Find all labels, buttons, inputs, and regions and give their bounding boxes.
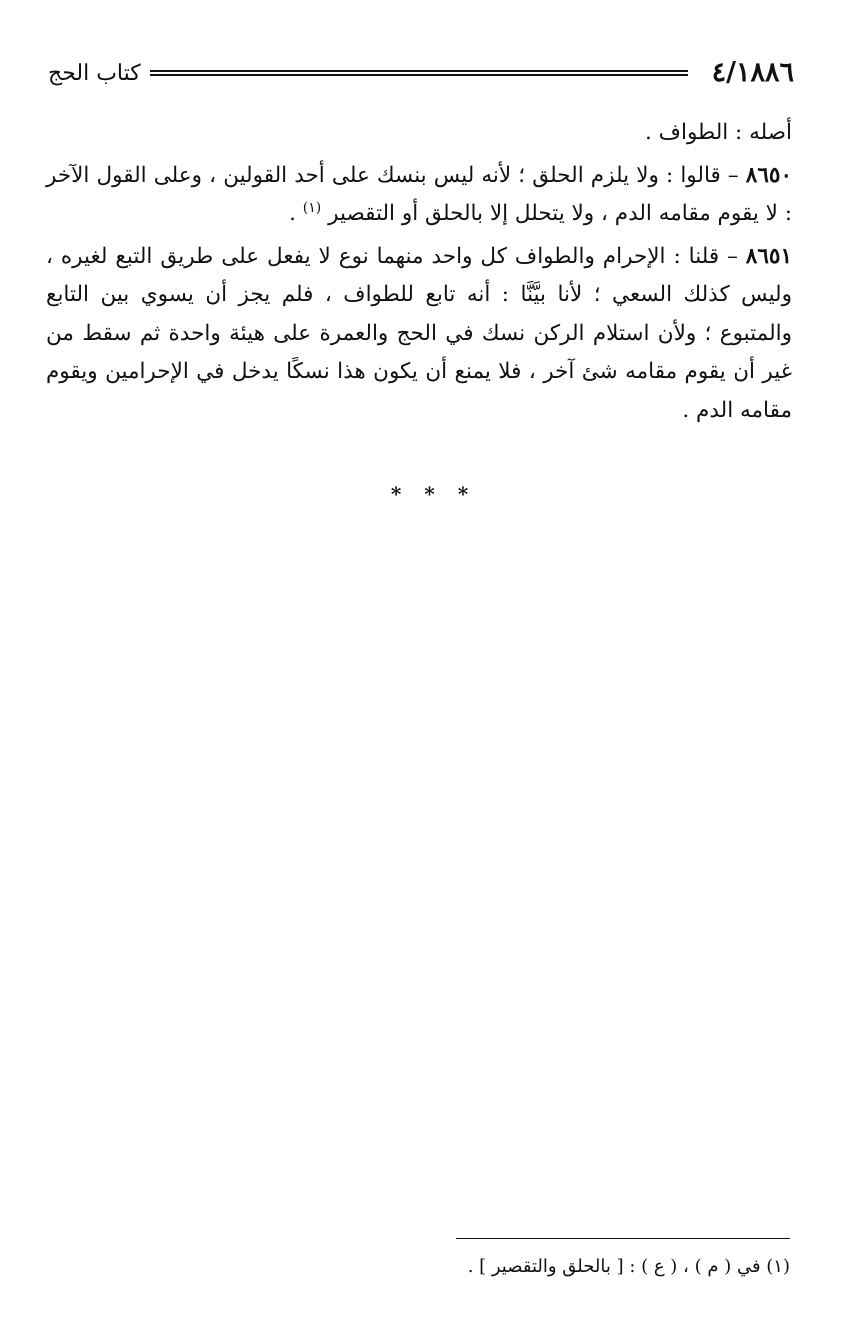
section-separator: * * * <box>390 482 477 506</box>
paragraph-text: – قلنا : الإحرام والطواف كل واحد منهما نوع لا يفعل على طريق التبع لغيره ، وليس كذلك السعي ؛ لأنا بيَّنَّا : أنه تابع للطواف ، فلم يجز أن يسوي بين التابع والمتبوع ؛ ولأن استلام الركن نسك في الحج والعمرة على هيئة واحدة ثم سقط من غير أن يقوم مقامه شئ آخر ، فلا يمنع أن يكون هذا نسكًا يدخل في الإحرامين ويقوم مقامه الدم . <box>46 243 792 423</box>
footnote-rule <box>456 1238 790 1239</box>
intro-line: أصله : الطواف . <box>645 120 792 145</box>
paragraph-number: ٨٦٥٠ <box>745 162 792 188</box>
paragraph-8651 <box>46 238 792 431</box>
footnote: (١) في ( م ) ، ( ع ) : [ بالحلق والتقصير ] . <box>467 1256 790 1277</box>
paragraph-8650 <box>46 157 792 234</box>
footnote-reference: (١) <box>302 199 322 216</box>
main-text <box>46 114 792 430</box>
header-rule <box>150 70 688 76</box>
page-number: ٤/١٨٨٦ <box>711 57 794 88</box>
paragraph-text: – قالوا : ولا يلزم الحلق ؛ لأنه ليس بنسك على أحد القولين ، وعلى القول الآخر : لا يقوم مقامه الدم ، ولا يتحلل إلا بالحلق أو التقصير <box>46 162 792 226</box>
page-header <box>48 56 794 92</box>
book-title: كتاب الحج <box>48 61 141 86</box>
paragraph-number: ٨٦٥١ <box>745 243 792 269</box>
paragraph-end: . <box>289 201 303 226</box>
